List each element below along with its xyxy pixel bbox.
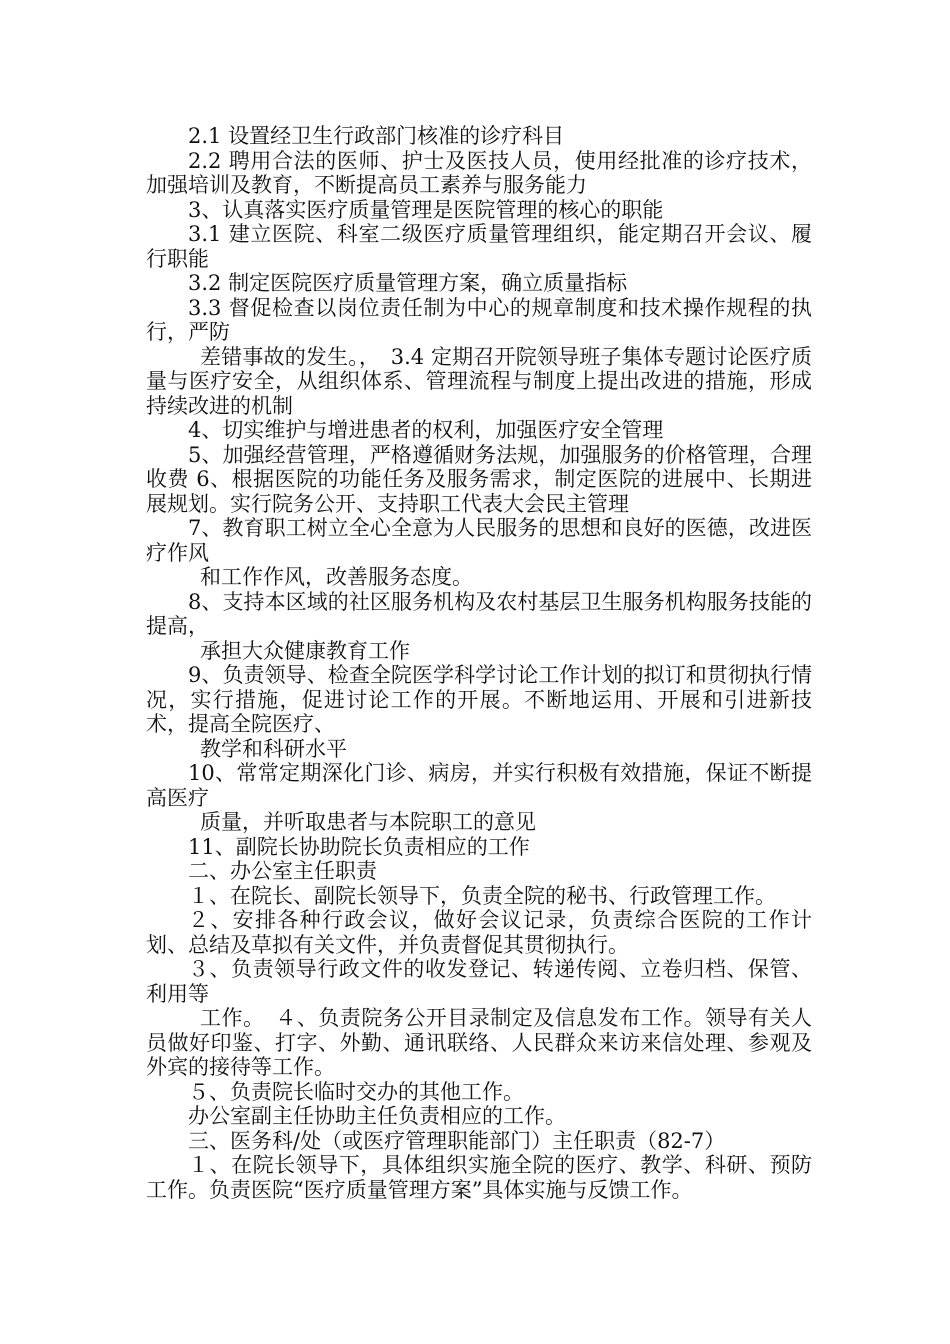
paragraph-9: 9、负责领导、检查全院医学科学讨论工作计划的拟订和贯彻执行情况，实行措施，促进讨论工作的开展。不断地运用、开展和引进新技术，提高全院医疗、 xyxy=(146,663,812,736)
paragraph-2-2: 2.2 聘用合法的医师、护士及医技人员，使用经批准的诊疗技术，加强培训及教育，不断提高员工素养与服务能力 xyxy=(146,148,812,197)
office-item-3-cont: 工作。 ４、负责院务公开目录制定及信息发布工作。领导有关人员做好印鉴、打字、外勤、通讯联络、人民群众来访来信处理、参观及外宾的接待等工作。 xyxy=(146,1006,812,1079)
office-item-3: ３、负责领导行政文件的收发登记、转递传阅、立卷归档、保管、利用等 xyxy=(146,957,812,1006)
paragraph-2-1: 2.1 设置经卫生行政部门核准的诊疗科目 xyxy=(188,124,565,148)
paragraph-11: 11、副院长协助院长负责相应的工作 xyxy=(188,834,530,859)
paragraph-4: 4、切实维护与增进患者的权利，加强医疗安全管理 xyxy=(188,418,664,442)
office-deputy-note: 办公室副主任协助主任负责相应的工作。 xyxy=(188,1104,566,1128)
section-medical-affairs-heading: 三、医务科/处（或医疗管理职能部门）主任职责（82-7） xyxy=(188,1128,726,1153)
paragraph-10-cont: 质量，并听取患者与本院职工的意见 xyxy=(200,810,536,834)
paragraph-5: 5、加强经营管理，严格遵循财务法规，加强服务的价格管理，合理收费 6、根据医院的功能任务及服务需求，制定医院的进展中、长期进展规划。实行院务公开、支持职工代表大会民主管理 xyxy=(146,442,812,516)
paragraph-7: 7、教育职工树立全心全意为人民服务的思想和良好的医德，改进医疗作风 xyxy=(146,516,812,565)
medical-affairs-item-1: １、在院长领导下，具体组织实施全院的医疗、教学、科研、预防工作。负责医院“医疗质量管理方案”具体实施与反馈工作。 xyxy=(146,1153,812,1202)
office-item-2: ２、安排各种行政会议，做好会议记录，负责综合医院的工作计划、总结及草拟有关文件，并负责督促其贯彻执行。 xyxy=(146,908,812,957)
paragraph-3-1: 3.1 建立医院、科室二级医疗质量管理组织，能定期召开会议、履行职能 xyxy=(146,222,812,271)
paragraph-3-3: 3.3 督促检查以岗位责任制为中心的规章制度和技术操作规程的执行，严防 xyxy=(146,295,812,344)
office-item-5: ５、负责院长临时交办的其他工作。 xyxy=(188,1079,524,1104)
paragraph-3: 3、认真落实医疗质量管理是医院管理的核心的职能 xyxy=(188,197,664,222)
paragraph-7-cont: 和工作作风，改善服务态度。 xyxy=(200,565,473,589)
paragraph-9-cont: 教学和科研水平 xyxy=(200,736,347,761)
paragraph-3-2: 3.2 制定医院医疗质量管理方案，确立质量指标 xyxy=(188,271,628,295)
document-body xyxy=(146,124,812,1202)
office-item-1: １、在院长、副院长领导下，负责全院的秘书、行政管理工作。 xyxy=(188,883,776,908)
paragraph-10: 10、常常定期深化门诊、病房，并实行积极有效措施，保证不断提高医疗 xyxy=(146,761,812,810)
paragraph-3-3-cont: 差错事故的发生。， 3.4 定期召开院领导班子集体专题讨论医疗质量与医疗安全，从组织体系、管理流程与制度上提出改进的措施，形成持续改进的机制 xyxy=(146,344,812,418)
paragraph-8: 8、支持本区域的社区服务机构及农村基层卫生服务机构服务技能的提高， xyxy=(146,589,812,638)
paragraph-8-cont: 承担大众健康教育工作 xyxy=(200,638,410,663)
section-office-director-heading: 二、办公室主任职责 xyxy=(188,859,377,883)
